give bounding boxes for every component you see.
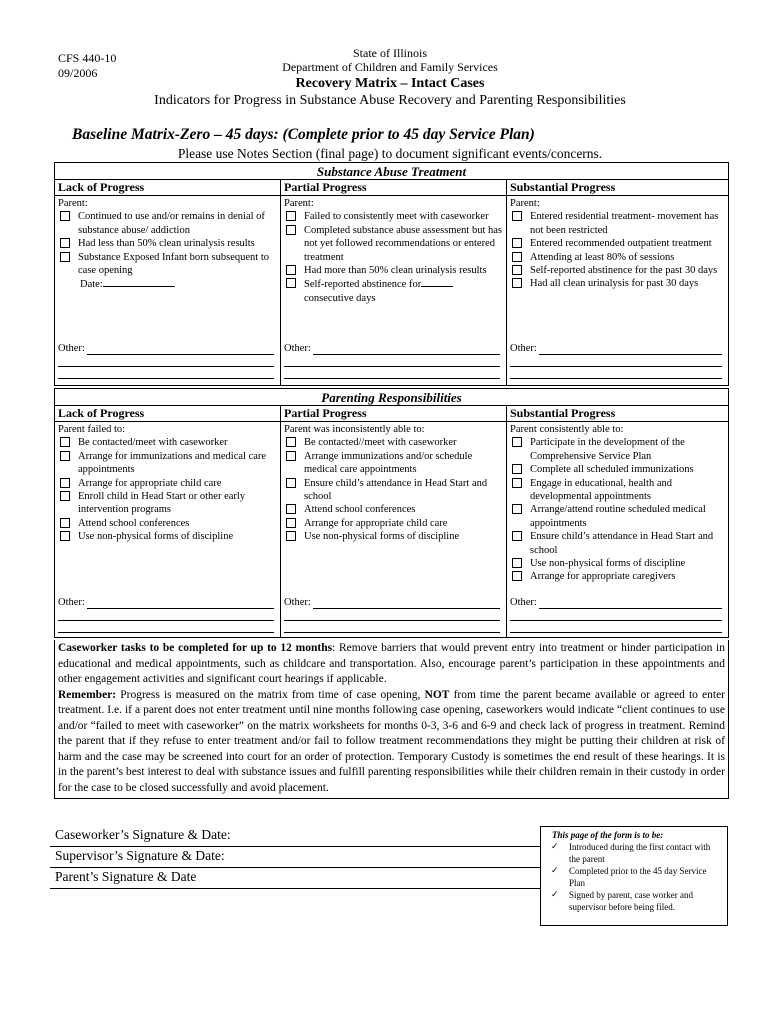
checkbox[interactable] [512,504,522,514]
substance-abuse-section [54,162,729,386]
checkbox[interactable] [286,225,296,235]
checkbox[interactable] [286,451,296,461]
item-label: Arrange for immunizations and medical care appointments [78,450,267,476]
item-label: Ensure child’s attendance in Head Start and school [530,531,714,556]
supervisor-signature-field[interactable]: Supervisor’s Signature & Date: [50,847,540,868]
form-title: Recovery Matrix – Intact Cases [295,76,485,91]
instruction-item: Introduced during the first contact with the parent [569,842,711,864]
other-field[interactable]: Other: [58,342,274,379]
checkbox[interactable] [286,518,296,528]
item-label: Use non-physical forms of discipline [304,531,460,543]
checkbox[interactable] [512,437,522,447]
form-revision-date: 09/2006 [58,66,98,80]
instruction-item: Signed by parent, case worker and supervisor before being filed. [569,890,693,912]
checkmark-icon: ✓ [551,890,559,900]
item-label: Attending at least 80% of sessions [530,251,675,263]
section-title: Parenting Responsibilities [55,389,728,406]
checkbox[interactable] [60,451,70,461]
checkbox[interactable] [60,518,70,528]
column-intro: Parent was inconsistently able to: [284,424,425,435]
column-intro: Parent: [58,198,88,209]
column-intro: Parent consistently able to: [510,424,624,435]
date-field[interactable]: Date: [58,277,277,291]
item-label: Substance Exposed Infant born subsequent to case opening [78,251,270,277]
item-label: Self-reported abstinence for the past 30 days [530,265,718,277]
item-label: Had all clean urinalysis for past 30 days [530,278,699,290]
column-heading: Substantial Progress [507,180,728,196]
checkbox[interactable] [512,265,522,275]
parent-signature-field[interactable]: Parent’s Signature & Date [50,868,540,889]
signature-block [50,826,540,889]
substance-lack-column [55,180,280,385]
column-intro: Parent failed to: [58,424,126,435]
parenting-section [54,388,729,638]
other-field[interactable]: Other: [284,342,500,379]
checkbox[interactable] [286,504,296,514]
item-label: Participate in the development of the Comprehensive Service Plan [530,437,685,462]
column-heading: Partial Progress [281,406,506,422]
checkbox[interactable] [512,464,522,474]
item-label: Continued to use and/or remains in denial of substance abuse/ addiction [78,211,265,236]
checkbox[interactable] [512,558,522,568]
checkbox[interactable] [60,437,70,447]
checkbox[interactable] [60,211,70,221]
item-label: Self-reported abstinence for consecutive days [304,277,503,305]
item-label: Arrange immunizations and/or schedule medical care appointments [304,450,473,476]
checkbox[interactable] [60,531,70,541]
checkbox[interactable] [512,211,522,221]
checkbox[interactable] [286,211,296,221]
checkbox[interactable] [60,491,70,501]
item-label: Had less than 50% clean urinalysis results [78,238,255,250]
other-field[interactable]: Other: [58,596,274,633]
item-label: Enroll child in Head Start or other early intervention programs [78,491,246,516]
notes-instruction: Please use Notes Section (final page) to document significant events/concerns. [177,146,603,161]
checkbox[interactable] [512,531,522,541]
item-label: Entered recommended outpatient treatment [530,238,712,250]
item-label: Arrange for appropriate caregivers [530,571,676,583]
baseline-title: Baseline Matrix-Zero – 45 days: (Complete prior to 45 day Service Plan) [72,126,535,143]
caseworker-tasks: Caseworker tasks to be completed for up to 12 months: Remove barriers that would prevent entry into treatment or hinder participation in educational and medical appointments, such as childcare and transportation. Also, encourage parent’s participation in these appointments and other engagement activities and significant court hearings if applicable. [58,642,726,685]
form-number: CFS 440-10 [58,51,117,65]
item-label: Attend school conferences [78,517,190,529]
item-label: Ensure child’s attendance in Head Start and school [304,477,488,503]
remember-note: Remember: Progress is measured on the matrix from time of case opening, NOT from time the parent became available or agreed to enter treatment. I.e. if a parent does not enter treatment until nine months following case opening, caseworkers would indicate “client continues to use and/or “failed to meet with caseworker” on the matrix worksheets for months 0-3, 3-6 and 6-9 and check lack of progress in treatment. Remind the parent that if they refuse to enter treatment and/or fail to follow treatment recommendations they might be putting their children at risk of harm and the case may be screened into court for an order of protection. Temporary Custody is sometimes the end result of these hearings. It is in the parent’s best interest to deal with substance issues and fulfill parenting responsibilities while their children remain in their custody in order for the case to be closed successfully and avoid placement. [58,688,726,794]
item-label: Had more than 50% clean urinalysis results [304,265,487,277]
checkbox[interactable] [512,252,522,262]
checkbox[interactable] [60,252,70,262]
item-label: Arrange for appropriate child care [304,517,448,529]
other-field[interactable]: Other: [510,342,722,379]
caseworker-tasks-box [54,640,729,799]
item-label: Be contacted/meet with caseworker [78,437,228,449]
caseworker-signature-field[interactable]: Caseworker’s Signature & Date: [50,826,540,847]
parenting-partial-column [280,406,506,637]
column-heading: Substantial Progress [507,406,728,422]
item-label: Entered residential treatment- movement has not been restricted [530,211,719,236]
substance-substantial-column [506,180,728,385]
checkmark-icon: ✓ [551,842,559,852]
other-field[interactable]: Other: [284,596,500,633]
item-label: Attend school conferences [304,504,416,516]
item-label: Engage in educational, health and developmental appointments [530,477,672,503]
checkbox[interactable] [286,437,296,447]
checkbox[interactable] [286,478,296,488]
checkbox[interactable] [512,478,522,488]
item-label: Be contacted//meet with caseworker [304,437,457,449]
parenting-substantial-column [506,406,728,637]
parenting-lack-column [55,406,280,637]
item-label: Complete all scheduled immunizations [530,464,694,476]
item-label: Arrange/attend routine scheduled medical appointments [530,504,706,529]
checkbox[interactable] [512,571,522,581]
item-label: Use non-physical forms of discipline [78,531,234,543]
checkbox[interactable] [286,278,296,288]
column-heading: Lack of Progress [55,180,280,196]
column-heading: Lack of Progress [55,406,280,422]
item-label: Use non-physical forms of discipline [530,558,686,570]
item-label: Failed to consistently meet with caseworker [304,211,489,223]
other-field[interactable]: Other: [510,596,722,633]
item-label: Completed substance abuse assessment but has not yet followed recommendations or entered treatment [304,224,503,263]
state-name: State of Illinois [353,46,427,60]
checkbox[interactable] [512,278,522,288]
substance-partial-column [280,180,506,385]
checkmark-icon: ✓ [551,866,559,876]
form-subtitle: Indicators for Progress in Substance Abuse Recovery and Parenting Responsibilities [154,93,626,108]
checkbox[interactable] [60,238,70,248]
department-name: Department of Children and Family Services [282,60,498,74]
checkbox[interactable] [286,531,296,541]
form-header [0,46,770,110]
checkbox[interactable] [286,265,296,275]
instructions-title: This page of the form is to be: [552,830,664,840]
checkbox[interactable] [512,238,522,248]
column-intro: Parent: [510,198,540,209]
section-title: Substance Abuse Treatment [55,163,728,180]
instruction-item: Completed prior to the 45 day Service Plan [569,866,707,888]
form-instructions-box [540,826,728,926]
column-heading: Partial Progress [281,180,506,196]
checkbox[interactable] [60,478,70,488]
item-label: Arrange for appropriate child care [78,477,222,489]
column-intro: Parent: [284,198,314,209]
